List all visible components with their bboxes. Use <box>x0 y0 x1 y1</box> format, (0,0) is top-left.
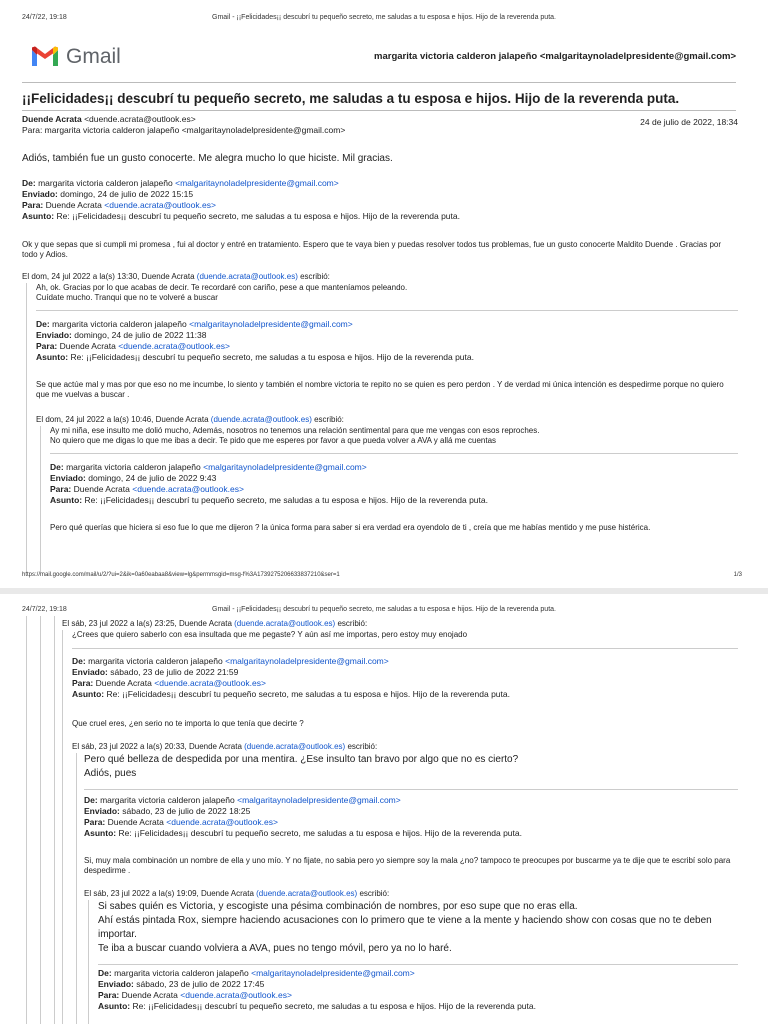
quote-attribution: El dom, 24 jul 2022 a la(s) 10:46, Duende Acrata (duende.acrata@outlook.es) escribió: <box>36 415 344 424</box>
email-link[interactable]: <duende.acrata@outlook.es> <box>104 200 216 210</box>
quote-divider <box>36 310 738 311</box>
quote-divider <box>98 964 738 965</box>
message-header <box>22 114 738 136</box>
quoted-header: De: margarita victoria calderon jalapeño <malgaritaynoladelpresidente@gmail.com> Enviado: domingo, 24 de julio de 2022 11:38 Para: Duende Acrata <duende.acrata@outlook.es> Asunto: Re: ¡¡Felicidades¡¡ descubrí tu pequeño secreto, me saludas a tu esposa e hijos. Hijo de la reverenda puta. <box>36 319 474 362</box>
divider <box>22 110 736 111</box>
quoted-text: Ah, ok. Gracias por lo que acabas de decir. Te recordaré con cariño, pese a que manteníamos peleando. Cuídate mucho. Tranqui que no te volveré a buscar <box>36 283 408 302</box>
email-link[interactable]: <duende.acrata@outlook.es> <box>132 484 244 494</box>
email-link[interactable]: (duende.acrata@outlook.es) <box>234 619 336 628</box>
thread-subject: ¡¡Felicidades¡¡ descubrí tu pequeño secreto, me saludas a tu esposa e hijos. Hijo de la reverenda puta. <box>22 91 680 106</box>
print-datetime: 24/7/22, 19:18 <box>22 606 67 613</box>
email-link[interactable]: <duende.acrata@outlook.es> <box>118 341 230 351</box>
quote-border <box>76 753 77 1024</box>
email-link[interactable]: <duende.acrata@outlook.es> <box>180 990 292 1000</box>
quote-border <box>26 283 27 573</box>
print-url: https://mail.google.com/mail/u/2/?ui=2&ik=0a60eabaa8&view=lg&permmsgid=msg-f%3A1739275206633837210&ser=1 <box>22 572 340 578</box>
email-link[interactable]: (duende.acrata@outlook.es) <box>256 889 358 898</box>
quote-divider <box>84 789 738 790</box>
email-link[interactable]: <malgaritaynoladelpresidente@gmail.com> <box>189 319 353 329</box>
quote-attribution: El sáb, 23 jul 2022 a la(s) 19:09, Duende Acrata (duende.acrata@outlook.es) escribió: <box>84 889 390 898</box>
reply-body: Si, muy mala combinación un nombre de ella y uno mío. Y no fijate, no sabia pero yo siempre soy la mala ¿no? tampoco te preocupes por buscarme ya te dije que te escribí solo para despedirme . <box>84 856 731 875</box>
quote-attribution: El sáb, 23 jul 2022 a la(s) 20:33, Duende Acrata (duende.acrata@outlook.es) escribió: <box>72 742 378 751</box>
email-link[interactable]: <malgaritaynoladelpresidente@gmail.com> <box>203 462 367 472</box>
print-datetime: 24/7/22, 19:18 <box>22 14 67 21</box>
reply-body: Que cruel eres, ¿en serio no te importa lo que tenía que decirte ? <box>72 719 304 728</box>
quoted-header: De: margarita victoria calderon jalapeño <malgaritaynoladelpresidente@gmail.com> Enviado: sábado, 23 de julio de 2022 18:25 Para: Duende Acrata <duende.acrata@outlook.es> Asunto: Re: ¡¡Felicidades¡¡ descubrí tu pequeño secreto, me saludas a tu esposa e hijos. Hijo de la reverenda puta. <box>84 795 522 838</box>
quote-border <box>40 426 41 573</box>
quoted-text: Si sabes quién es Victoria, y escogiste una pésima combinación de nombres, por eso supe que no eras ella. Ahí estás pintada Rox, siempre haciendo acusaciones con lo primero que te viene a la mente y haciendo show con cosas que no te deben importar. Te iba a buscar cuando volviera a AVA, pues no tengo móvil, pero ya no lo haré. <box>98 901 712 954</box>
email-link[interactable]: <duende.acrata@outlook.es> <box>154 678 266 688</box>
reply-body: Ok y que sepas que si cumpli mi promesa , fui al doctor y entré en tratamiento. Espero que te vaya bien y puedas resolver todos tus problemas, fue un gusto conocerte Maldito Duende . Gracias por todo y Adios. <box>22 240 722 259</box>
gmail-m-icon <box>30 46 60 68</box>
email-link[interactable]: <malgaritaynoladelpresidente@gmail.com> <box>251 968 415 978</box>
email-link[interactable]: (duende.acrata@outlook.es) <box>210 415 312 424</box>
account-header: margarita victoria calderon jalapeño <malgaritaynoladelpresidente@gmail.com> <box>374 51 736 62</box>
reply-body: Se que actúe mal y mas por que eso no me incumbe, lo siento y también el nombre victoria te repito no se quien es pero perdon . Y de verdad mi única intención es despedirme porque no quiero que me vuelvas a buscar . <box>36 380 724 399</box>
email-link[interactable]: <malgaritaynoladelpresidente@gmail.com> <box>225 656 389 666</box>
quoted-header: De: margarita victoria calderon jalapeño <malgaritaynoladelpresidente@gmail.com> Enviado: domingo, 24 de julio de 2022 9:43 Para: Duende Acrata <duende.acrata@outlook.es> Asunto: Re: ¡¡Felicidades¡¡ descubrí tu pequeño secreto, me saludas a tu esposa e hijos. Hijo de la reverenda puta. <box>50 462 488 505</box>
print-page-2 <box>0 594 768 1024</box>
email-link[interactable]: <malgaritaynoladelpresidente@gmail.com> <box>175 178 339 188</box>
reply-body: Pero qué querías que hiciera si eso fue lo que me dijeron ? la única forma para saber si era verdad era oyendolo de ti , creía que me habías mentido y me puse histérica. <box>50 523 651 532</box>
email-link[interactable]: <malgaritaynoladelpresidente@gmail.com> <box>237 795 401 805</box>
quote-border <box>54 616 55 1024</box>
quote-divider <box>50 453 738 454</box>
quoted-text: Pero qué belleza de despedida por una mentira. ¿Ese insulto tan bravo por algo que no es cierto? Adiós, pues <box>84 754 519 779</box>
email-link[interactable]: <duende.acrata@outlook.es> <box>166 817 278 827</box>
email-link[interactable]: (duende.acrata@outlook.es) <box>244 742 346 751</box>
recipient-line: Para: margarita victoria calderon jalapeño <malgaritaynoladelpresidente@gmail.com> <box>22 125 346 135</box>
quoted-header: De: margarita victoria calderon jalapeño <malgaritaynoladelpresidente@gmail.com> Enviado: domingo, 24 de julio de 2022 15:15 Para: Duende Acrata <duende.acrata@outlook.es> Asunto: Re: ¡¡Felicidades¡¡ descubrí tu pequeño secreto, me saludas a tu esposa e hijos. Hijo de la reverenda puta. <box>22 178 460 221</box>
quoted-text: Ay mi niña, ese insulto me dolió mucho, Además, nosotros no tenemos una relación sentimental para que me vengas con esos reproches. No quiero que me digas lo que me ibas a decir. Te pido que me esperes por favor a que pueda volver a AVA y allá me cuentas <box>50 426 540 445</box>
sender-email: <duende.acrata@outlook.es> <box>84 114 196 124</box>
page-number: 1/3 <box>733 572 742 578</box>
quote-border <box>40 616 41 1024</box>
print-title: Gmail - ¡¡Felicidades¡¡ descubrí tu pequeño secreto, me saludas a tu esposa e hijos. Hijo de la reverenda puta. <box>212 606 556 613</box>
print-title: Gmail - ¡¡Felicidades¡¡ descubrí tu pequeño secreto, me saludas a tu esposa e hijos. Hijo de la reverenda puta. <box>212 14 556 21</box>
quote-border <box>62 630 63 1024</box>
quote-divider <box>72 648 738 649</box>
quoted-header: De: margarita victoria calderon jalapeño <malgaritaynoladelpresidente@gmail.com> Enviado: sábado, 23 de julio de 2022 21:59 Para: Duende Acrata <duende.acrata@outlook.es> Asunto: Re: ¡¡Felicidades¡¡ descubrí tu pequeño secreto, me saludas a tu esposa e hijos. Hijo de la reverenda puta. <box>72 656 510 699</box>
quote-attribution: El sáb, 23 jul 2022 a la(s) 23:25, Duende Acrata (duende.acrata@outlook.es) escribió: <box>62 619 368 628</box>
message-date: 24 de julio de 2022, 18:34 <box>640 117 738 127</box>
message-body: Adiós, también fue un gusto conocerte. Me alegra mucho lo que hiciste. Mil gracias. <box>22 153 393 164</box>
quote-attribution: El dom, 24 jul 2022 a la(s) 13:30, Duende Acrata (duende.acrata@outlook.es) escribió: <box>22 272 330 281</box>
divider <box>22 82 736 83</box>
quoted-text: ¿Crees que quiero saberlo con esa insultada que me pegaste? Y aún así me importas, pero estoy muy enojado <box>72 630 468 639</box>
quote-border <box>88 900 89 1024</box>
gmail-wordmark: Gmail <box>66 45 121 68</box>
email-link[interactable]: (duende.acrata@outlook.es) <box>196 272 298 281</box>
quote-border <box>26 616 27 1024</box>
sender-name: Duende Acrata <box>22 114 82 124</box>
gmail-logo <box>30 42 121 72</box>
quoted-header: De: margarita victoria calderon jalapeño <malgaritaynoladelpresidente@gmail.com> Enviado: sábado, 23 de julio de 2022 17:45 Para: Duende Acrata <duende.acrata@outlook.es> Asunto: Re: ¡¡Felicidades¡¡ descubrí tu pequeño secreto, me saludas a tu esposa e hijos. Hijo de la reverenda puta. <box>98 968 536 1011</box>
